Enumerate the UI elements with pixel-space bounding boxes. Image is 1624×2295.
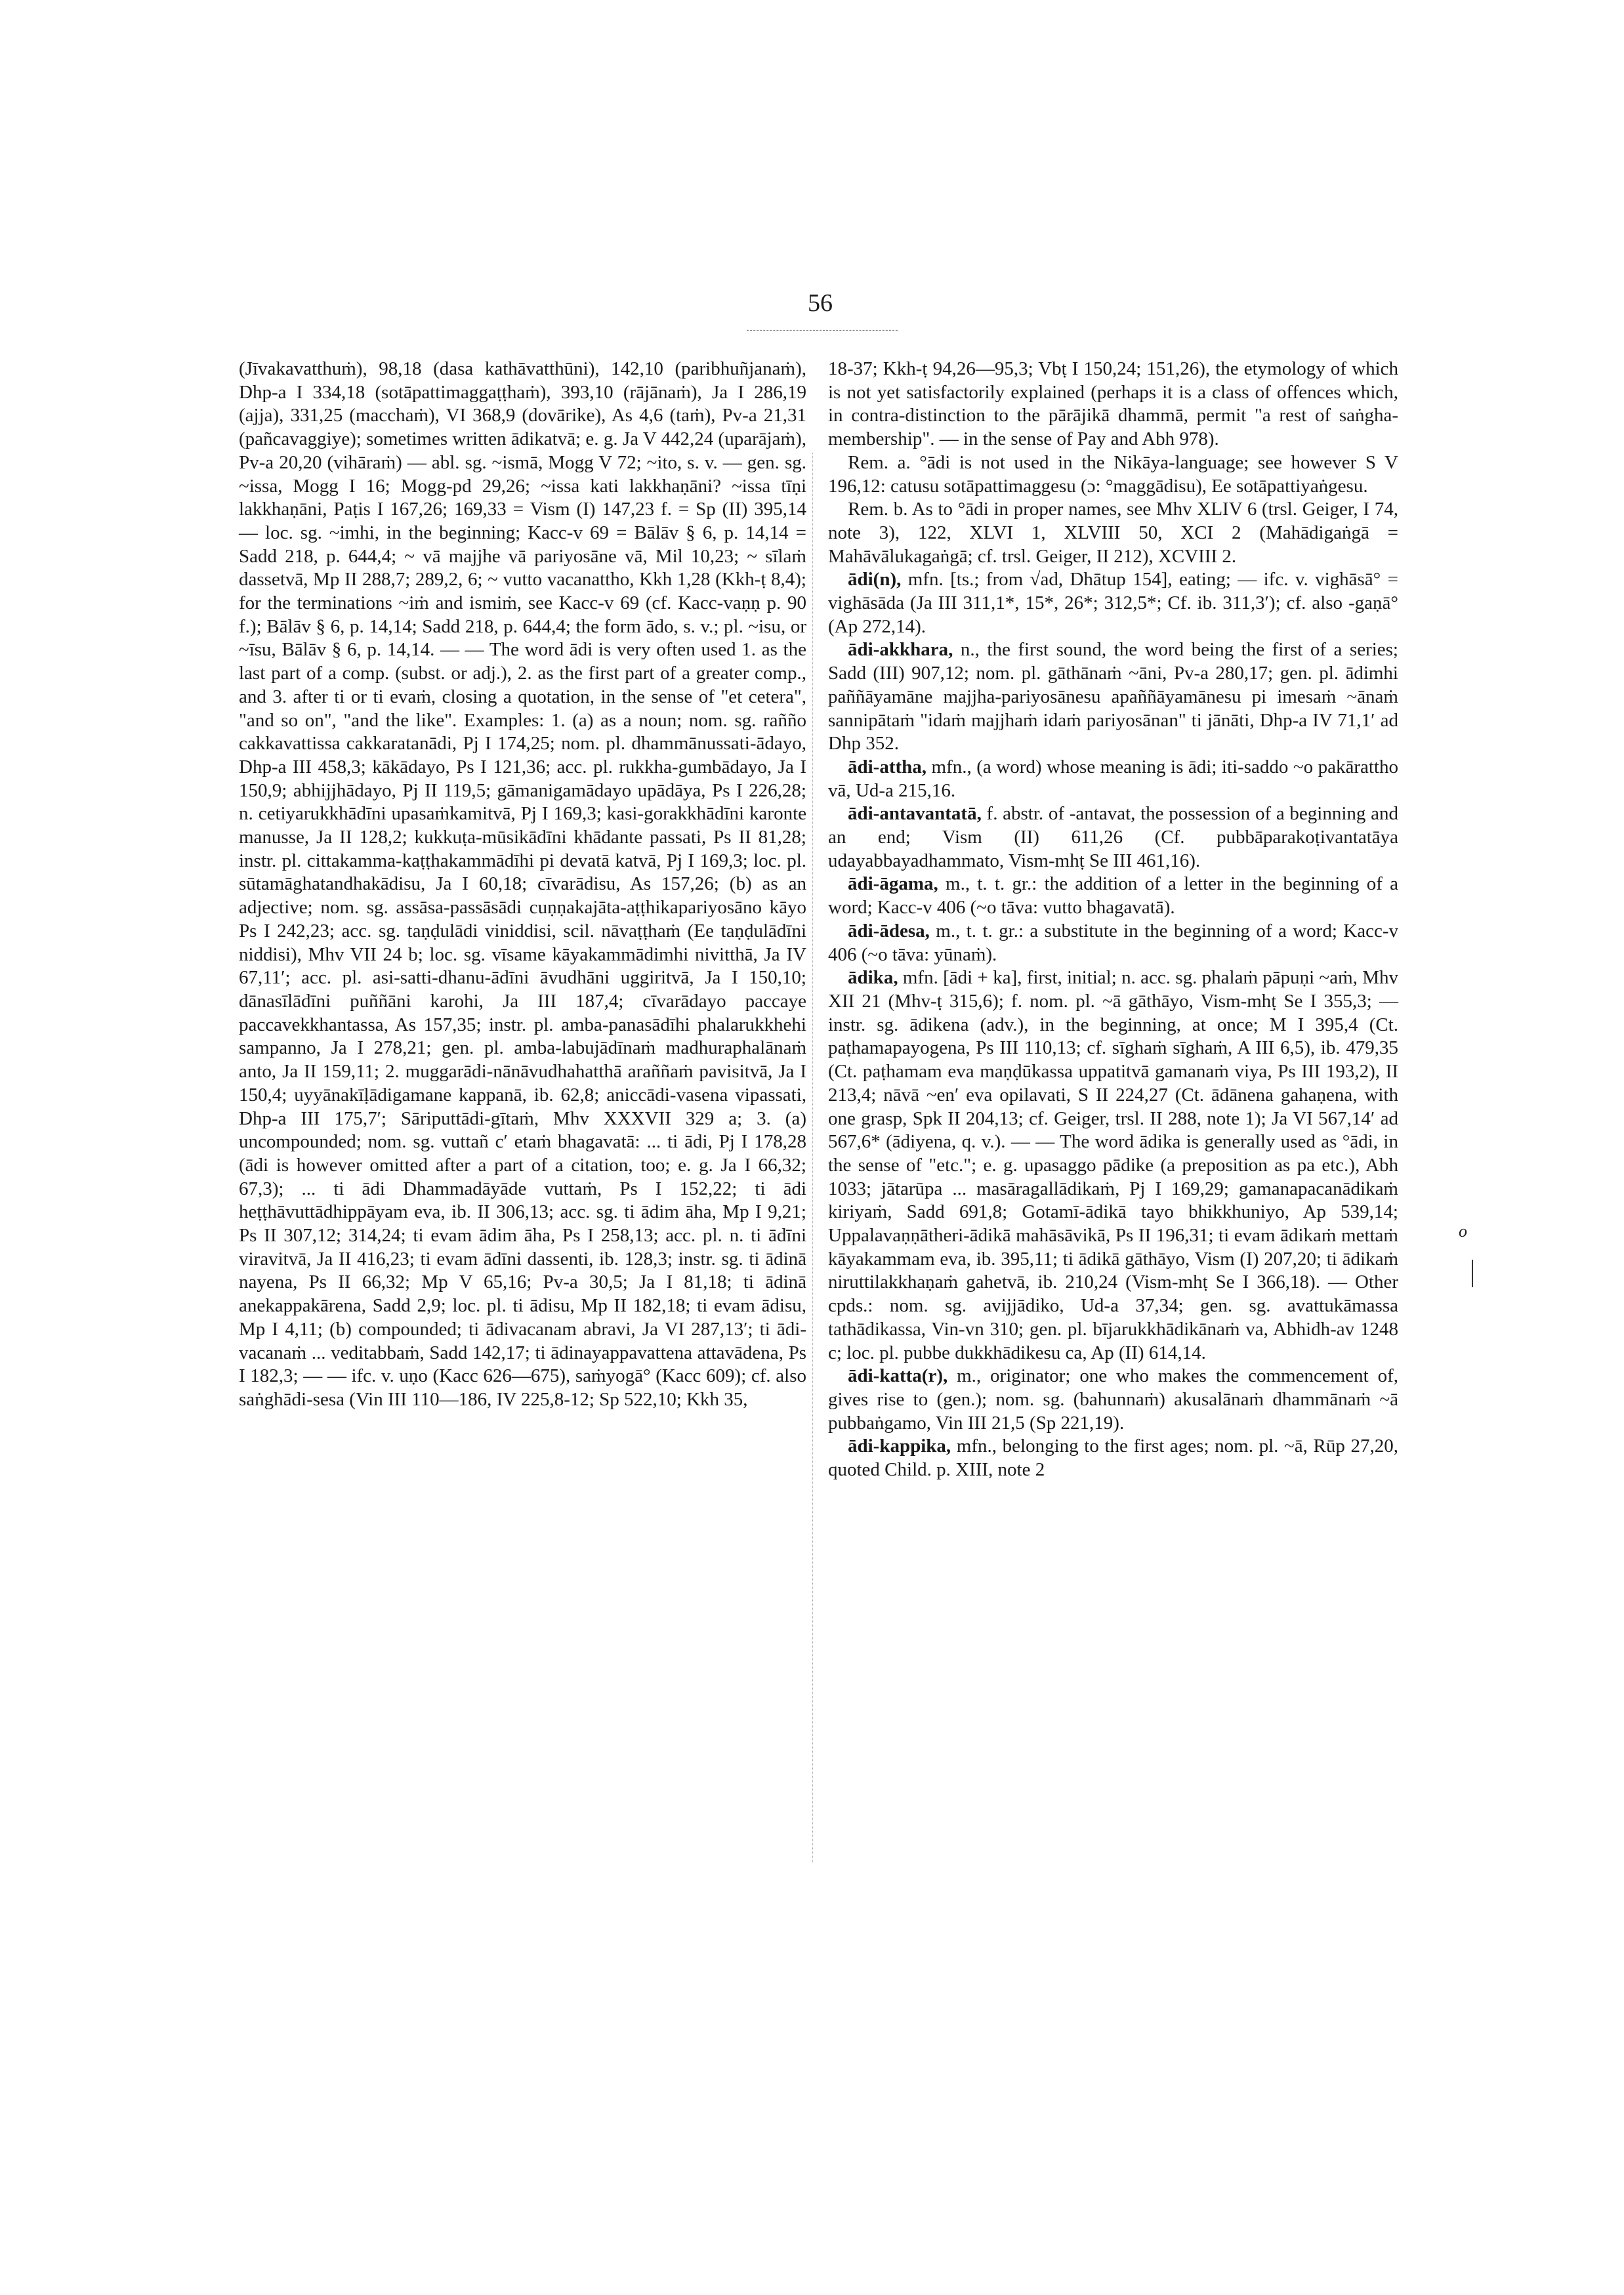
header-rule [747, 330, 898, 331]
headword: ādi-āgama, [848, 873, 938, 895]
entry-body: n., the first sound, the word being the first of a series; Sadd (III) 907,12; nom. pl. gāthānaṁ ~āni, Pv-a 280,17; gen. pl. ādimhi paññāyamāne majjha-pariyosānesu apaññāyamānesu pi imesaṁ ~ānaṁ sannipātaṁ "idaṁ majjhaṁ idaṁ pariyosānan" ti jānāti, Dhp-a IV 71,1′ ad Dhp 352. [828, 639, 1398, 755]
right-column [828, 358, 1398, 1482]
entry-body: mfn., (a word) whose meaning is ādi; iti-saddo ~o pakārattho vā, Ud-a 215,16. [828, 756, 1398, 801]
headword: ādi-attha, [848, 756, 927, 777]
headword: ādi-akkhara, [848, 639, 953, 661]
headword: ādi-antavantatā, [848, 803, 982, 825]
entry-body: m., originator; one who makes the commencement of, gives rise to (gen.); nom. sg. (bahunnaṁ) akusalānaṁ dhammānaṁ ~ā pubbaṅgamo, Vin III 21,5 (Sp 221,19). [828, 1365, 1398, 1434]
page-number: 56 [808, 289, 833, 317]
entry-adi-kappika [828, 1435, 1398, 1481]
entry-body: f. abstr. of -antavat, the possession of a beginning and an end; Vism (II) 611,26 (Cf. pubbāparakoṭivantatāya udayabbayadhammato, Vism-mhṭ Se III 461,16). [828, 803, 1398, 871]
headword: ādi-katta(r), [848, 1365, 948, 1387]
remark-a: Rem. a. °ādi is not used in the Nikāya-language; see however S V 196,12: catusu sotāpattimaggesu (ɔ: °maggādisu), Ee sotāpattiyaṅgesu. [828, 451, 1398, 497]
entry-adi-akkhara [828, 638, 1398, 756]
headword: ādi(n), [848, 569, 902, 590]
right-column-intro: 18-37; Kkh-ṭ 94,26—95,3; Vbṭ I 150,24; 151,26), the etymology of which is not yet satisfactorily explained (perhaps it is a class of offences which, in contra-distinction to the pārājikā dhammā, permit "a rest of saṅgha-membership". — in the sense of Pay and Abh 978). [828, 358, 1398, 450]
entry-adi-n [828, 568, 1398, 638]
entry-adi-agama [828, 873, 1398, 919]
entry-body: mfn. [ādi + ka], first, initial; n. acc. sg. phalaṁ pāpuṇi ~aṁ, Mhv XII 21 (Mhv-ṭ 315,6); f. nom. pl. ~ā gāthāyo, Vism-mhṭ Se I 355,3; — instr. sg. ādikena (adv.), in the beginning, at once; M I 395,4 (Ct. paṭhamapayogena, Ps III 110,13; cf. sīghaṁ sīghaṁ, A III 6,5), ib. 479,35 (Ct. paṭhamam eva maṇḍūkassa uppatitvā gamanaṁ viya, Ps III 193,2), II 213,4; nāvā ~en′ eva opilavati, S II 224,27 (Ct. ādānena gahaṇena, with one grasp, Spk II 204,13; cf. Geiger, trsl. II 288, note 1); Ja VI 567,14′ ad 567,6* (ādiyena, q. v.). — — The word ādika is generally used as °ādi, in the sense of "etc."; e. g. upasaggo pādike (a preposition as pa etc.), Abh 1033; jātarūpa ... masāragallādikaṁ, Pj I 169,29; gamanapacanādikaṁ kiriyaṁ, Sadd 691,8; Gotamī-ādikā tayo bhikkhuniyo, Ap 539,14; Uppalavaṇṇātheri-ādikā mahāsāvikā, Ps II 196,31; ti evam ādikaṁ mettaṁ kāyakammam eva, ib. 395,11; ti ādikā gāthāyo, Vism (I) 207,20; ti ādikaṁ niruttilakkhaṇaṁ gahetvā, ib. 210,24 (Vism-mhṭ Se I 366,18). — Other cpds.: nom. sg. avijjādiko, Ud-a 37,34; gen. sg. avattukāmassa tathādikassa, Vin-vn 310; gen. pl. bījarukkhādikānaṁ va, Abhidh-av 1248 c; loc. pl. pubbe dukkhādikesu ca, Ap (II) 614,14. [828, 967, 1398, 1363]
entry-body: mfn. [ts.; from √ad, Dhātup 154], eating; — ifc. v. vighāsā° = vighāsāda (Ja III 311,1*, 15*, 26*; 312,5*; Cf. ib. 311,3′); cf. also -gaṇā° (Ap 272,14). [828, 569, 1398, 637]
entry-adika [828, 966, 1398, 1365]
margin-mark: o [1459, 1222, 1467, 1241]
margin-bar [1472, 1260, 1473, 1287]
entry-body: mfn., belonging to the first ages; nom. pl. ~ā, Rūp 27,20, quoted Child. p. XIII, note 2 [828, 1436, 1398, 1481]
column-divider [812, 453, 813, 1863]
entry-adi-antavantata [828, 802, 1398, 873]
entry-adi-katta [828, 1365, 1398, 1435]
entry-body: m., t. t. gr.: the addition of a letter in the beginning of a word; Kacc-v 406 (~o tāva: vutto bhagavatā). [828, 873, 1398, 919]
headword: ādi-ādesa, [848, 920, 930, 941]
entry-adi-adesa [828, 920, 1398, 966]
left-column [239, 358, 806, 1412]
headword: ādika, [848, 967, 898, 989]
headword: ādi-kappika, [848, 1436, 951, 1457]
remark-b: Rem. b. As to °ādi in proper names, see Mhv XLIV 6 (trsl. Geiger, I 74, note 3), 122, XLVI 1, XLVIII 50, XCI 2 (Mahādigaṅgā = Mahāvālukagaṅgā; cf. trsl. Geiger, II 212), XCVIII 2. [828, 499, 1398, 567]
entry-adi-attha [828, 756, 1398, 802]
left-column-paragraph: (Jīvakavatthuṁ), 98,18 (dasa kathāvatthūni), 142,10 (paribhuñjanaṁ), Dhp-a I 334,18 (sotāpattimaggaṭṭhaṁ), 393,10 (rājānaṁ), Ja I 286,19 (ajja), 331,25 (macchaṁ), VI 368,9 (dovārike), As 4,6 (taṁ), Pv-a 21,31 (pañcavaggiye); sometimes written ādikatvā; e. g. Ja V 442,24 (uparājaṁ), Pv-a 20,20 (vihāraṁ) — abl. sg. ~ismā, Mogg V 72; ~ito, s. v. — gen. sg. ~issa, Mogg I 16; Mogg-pd 29,26; ~issa kati lakkhaṇāni? ~issa tīṇi lakkhaṇāni, Paṭis I 167,26; 169,33 = Vism (I) 147,23 f. = Sp (II) 395,14 — loc. sg. ~imhi, in the beginning; Kacc-v 69 = Bālāv § 6, p. 14,14 = Sadd 218, p. 644,4; ~ vā majjhe vā pariyosāne vā, Mil 10,23; ~ sīlaṁ dassetvā, Mp II 288,7; 289,2, 6; ~ vutto vacanattho, Kkh 1,28 (Kkh-ṭ 8,4); for the terminations ~iṁ and ismiṁ, see Kacc-v 69 (cf. Kacc-vaṇṇ p. 90 f.); Bālāv § 6, p. 14,14; Sadd 218, p. 644,4; the form ādo, s. v.; pl. ~isu, or ~īsu, Bālāv § 6, p. 14,14. — — The word ādi is very often used 1. as the last part of a comp. (subst. or adj.), 2. as the first part of a greater comp., and 3. after ti or ti evaṁ, closing a quotation, in the sense of "et cetera", "and so on", "and the like". Examples: 1. (a) as a noun; nom. sg. rañño cakkavattissa cakkaratanādi, Pj I 174,25; nom. pl. dhammānussati-ādayo, Dhp-a III 458,3; kākādayo, Ps I 121,36; acc. pl. rukkha-gumbādayo, Ja I 150,9; abhijjhādayo, Pj II 119,5; gāmanigamādayo upādāya, Ps I 226,28; n. cetiyarukkhādīni upasaṁkamitvā, Pj I 169,3; kasi-gorakkhādīni karonte manusse, Ja II 128,2; kukkuṭa-mūsikādīni khādante passati, Ps II 81,28; instr. pl. cittakamma-kaṭṭhakammādīhi pi devatā katvā, Pj I 169,3; loc. pl. sūtamāghatandhakādisu, Ja I 60,18; cīvarādisu, As 157,26; (b) as an adjective; nom. sg. assāsa-passāsādi cuṇṇakajāta-aṭṭhikapariyosāno kāyo Ps I 242,23; acc. sg. taṇḍulādi viniddisi, scil. nāvaṭṭhaṁ (Ee taṇḍulādīni niddisi), Mhv VII 24 b; loc. sg. vīsame kāyakammādimhi nivitthā, Ja IV 67,11′; acc. pl. asi-satti-dhanu-ādīni āvudhāni uggiritvā, Ja I 150,10; dānasīlādīni puññāni karohi, Ja III 187,4; cīvarādayo paccaye paccavekkhantassa, As 157,35; instr. pl. amba-panasādīhi phalarukkhehi sampanno, Ja I 278,21; gen. pl. amba-labujādīnaṁ madhuraphalānaṁ anto, Ja II 159,11; 2. muggarādi-nānāvudhahatthā araññaṁ pavisitvā, Ja I 150,4; uyyānakīḷādigamane kappanā, ib. 62,8; aniccādi-vasena vipassati, Dhp-a III 175,7′; Sāriputtādi-gītaṁ, Mhv XXXVII 329 a; 3. (a) uncompounded; nom. sg. vuttañ c′ etaṁ bhagavatā: ... ti ādi, Pj I 178,28 (ādi is however omitted after a part of a citation, too; e. g. Ja I 66,32; 67,3); ... ti ādi Dhammadāyāde vuttaṁ, Ps I 152,22; ti ādi heṭṭhāvuttādhippāyam eva, ib. II 306,13; acc. sg. ti ādim āha, Mp I 9,21; Ps II 307,12; 314,24; ti evam ādim āha, Ps I 258,13; acc. pl. n. ti ādīni viravitvā, Ja II 416,23; ti evam ādīni dassenti, ib. 128,3; instr. sg. ti ādinā nayena, Ps II 66,32; Mp V 65,16; Pv-a 30,5; Ja I 81,18; ti ādinā anekappakārena, Sadd 2,9; loc. pl. ti ādisu, Mp II 182,18; ti evam ādisu, Mp I 4,11; (b) compounded; ti ādivacanam abravi, Ja VI 287,13′; ti ādi-vacanaṁ ... veditabbaṁ, Sadd 142,17; ti ādinayappavattena attavādena, Ps I 182,3; — — ifc. v. uṇo (Kacc 626—675), saṁyogā° (Kacc 609); cf. also saṅghādi-sesa (Vin III 110—186, IV 225,8-12; Sp 522,10; Kkh 35, [239, 358, 806, 1410]
entry-body: m., t. t. gr.: a substitute in the beginning of a word; Kacc-v 406 (~o tāva: yūnaṁ). [828, 920, 1398, 965]
